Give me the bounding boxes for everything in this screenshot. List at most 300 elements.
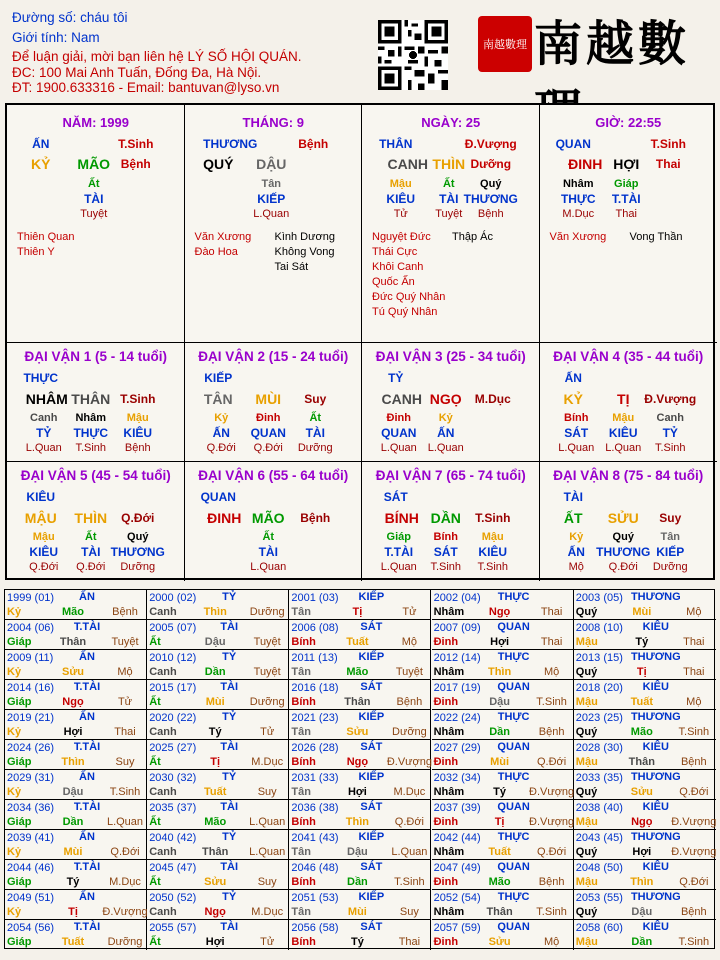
year-phase: Bệnh (680, 906, 707, 918)
year-god: ẤN (79, 831, 95, 843)
year-cell[interactable] (5, 650, 147, 680)
year-cell[interactable] (432, 800, 574, 830)
year-god: QUAN (497, 621, 530, 633)
phone-email: ĐT: 1900.633316 - Email: bantuvan@lyso.vn (12, 80, 280, 95)
decade-hidden-god: QUAN (381, 426, 417, 440)
year-god: QUAN (497, 681, 530, 693)
decade-hidden-god: KIÊU (608, 426, 638, 440)
year-cell[interactable] (5, 800, 147, 830)
year-branch: Sửu (61, 666, 85, 678)
year-branch: Mão (488, 876, 511, 888)
year-label: 2000 (02) (149, 592, 197, 604)
year-label: 2024 (26) (7, 742, 55, 754)
year-cell[interactable] (147, 590, 289, 620)
year-branch: Hợi (490, 636, 510, 648)
year-branch: Dậu (489, 696, 510, 708)
year-label: 2008 (10) (575, 622, 623, 634)
decade-hidden-stem: Quý (127, 531, 149, 543)
year-label: 2022 (24) (433, 712, 481, 724)
year-phase: L.Quan (249, 846, 286, 858)
year-god: T.TÀI (73, 801, 101, 813)
hidden-phase: Tuyệt (435, 208, 463, 220)
decade-branch: TỊ (617, 391, 630, 407)
year-god: T.TÀI (73, 681, 101, 693)
year-god: THỰC (497, 771, 530, 783)
year-label: 2028 (30) (575, 742, 623, 754)
year-label: 2033 (35) (575, 772, 623, 784)
pillar-cell (185, 105, 363, 343)
year-stem: Kỷ (7, 666, 22, 678)
year-god: THƯƠNG (630, 771, 681, 783)
decade-hidden-phase: L.Quan (250, 561, 287, 573)
year-label: 2023 (25) (575, 712, 623, 724)
year-cell[interactable] (147, 830, 289, 860)
year-cell[interactable] (432, 650, 574, 680)
pillar-branch-phase: Thai (655, 157, 681, 171)
year-god: THƯƠNG (630, 651, 681, 663)
year-branch: Dần (204, 666, 226, 678)
year-cell[interactable] (5, 710, 147, 740)
year-god: KIẾP (358, 651, 385, 663)
decade-branch: SỬU (607, 510, 639, 526)
decade-god: ẤN (564, 371, 582, 385)
year-cell[interactable] (289, 800, 431, 830)
decade-hidden-phase: L.Quan (380, 442, 417, 454)
decade-branch: NGỌ (429, 391, 462, 407)
year-branch: Tý (493, 786, 507, 798)
year-cell[interactable] (289, 920, 431, 950)
year-branch: Tuất (488, 846, 511, 858)
year-god: TÀI (220, 621, 239, 633)
decade-phase: M.Dục (474, 392, 511, 406)
year-label: 2051 (53) (291, 892, 339, 904)
year-phase: Mộ (686, 606, 702, 618)
year-cell[interactable] (5, 890, 147, 920)
year-cell[interactable] (432, 860, 574, 890)
year-phase: Thai (683, 636, 705, 648)
year-phase: Thai (114, 726, 136, 738)
year-label: 2039 (41) (7, 832, 55, 844)
year-cell[interactable] (574, 920, 716, 950)
year-branch: Mão (630, 726, 653, 738)
year-stem: Mậu (575, 876, 598, 888)
year-label: 2049 (51) (7, 892, 55, 904)
hidden-god: THỰC (560, 192, 596, 206)
year-branch: Sửu (204, 876, 227, 888)
pillar-branch: THÌN (432, 156, 466, 172)
year-branch: Tuất (346, 636, 369, 648)
year-cell[interactable] (5, 740, 147, 770)
year-cell[interactable] (147, 740, 289, 770)
hidden-stem: Tân (261, 178, 282, 190)
year-cell[interactable] (574, 590, 716, 620)
year-cell[interactable] (147, 770, 289, 800)
year-cell[interactable] (147, 800, 289, 830)
year-god: SÁT (360, 801, 383, 813)
year-branch: Thìn (487, 666, 512, 678)
special-star: Đào Hoa (194, 246, 238, 258)
year-stem: Quý (575, 786, 598, 798)
year-cell[interactable] (289, 860, 431, 890)
year-branch: Thìn (345, 816, 369, 828)
decade-cell (185, 462, 363, 581)
year-cell[interactable] (432, 830, 574, 860)
year-branch: Mão (204, 816, 227, 828)
year-phase: Bệnh (538, 726, 565, 738)
decade-hidden-stem: Đinh (386, 412, 411, 424)
pillar-title: NGÀY: 25 (421, 115, 481, 130)
year-phase: T.Sinh (536, 696, 567, 708)
year-cell[interactable] (289, 770, 431, 800)
year-god: THỰC (497, 651, 530, 663)
year-label: 2012 (14) (433, 652, 481, 664)
year-cell[interactable] (289, 830, 431, 860)
year-label: 2003 (05) (575, 592, 623, 604)
chart-name: Đường số: cháu tôi (12, 10, 128, 25)
special-star: Tú Quý Nhân (372, 306, 438, 318)
year-label: 2019 (21) (7, 712, 55, 724)
hidden-phase: Tử (393, 208, 408, 220)
year-phase: Đ.Vượng (671, 846, 717, 858)
year-branch: Sửu (630, 786, 653, 798)
decade-hidden-stem: Mậu (32, 531, 55, 543)
year-cell[interactable] (289, 740, 431, 770)
year-cell[interactable] (289, 710, 431, 740)
decade-cell (7, 462, 185, 581)
year-cell[interactable] (289, 590, 431, 620)
year-branch: Hợi (347, 786, 367, 798)
decade-god: QUAN (200, 490, 236, 504)
year-branch: Sửu (488, 936, 511, 948)
year-phase: Đ.Vượng (529, 816, 575, 828)
decade-cell (540, 343, 718, 462)
hidden-stem: Ất (87, 178, 100, 190)
year-cell[interactable] (147, 920, 289, 950)
year-cell[interactable] (147, 650, 289, 680)
special-star: Khôi Canh (372, 261, 424, 273)
year-cell[interactable] (574, 830, 716, 860)
year-phase: Thai (540, 606, 563, 618)
year-cell[interactable] (147, 710, 289, 740)
year-cell[interactable] (147, 680, 289, 710)
pillar-top-phase: Đ.Vượng (464, 137, 517, 151)
year-god: ẤN (79, 711, 95, 723)
year-cell[interactable] (5, 620, 147, 650)
year-branch: Thân (486, 906, 513, 918)
year-god: SÁT (360, 861, 383, 873)
decade-stem: NHÂM (25, 391, 68, 407)
decade-hidden-phase: T.Sinh (75, 442, 107, 454)
year-label: 2037 (39) (433, 802, 481, 814)
pillar-stem: CANH (387, 156, 428, 172)
year-cell[interactable] (289, 650, 431, 680)
year-phase: T.Sinh (678, 936, 710, 948)
year-phase: Mộ (686, 696, 702, 708)
year-phase: T.Sinh (536, 906, 567, 918)
decade-title: ĐẠI VẬN 5 (45 - 54 tuổi) (20, 468, 171, 483)
decade-hidden-stem: Canh (30, 412, 58, 424)
year-label: 2050 (52) (149, 892, 197, 904)
year-god: TÀI (220, 741, 239, 753)
year-cell[interactable] (289, 620, 431, 650)
pillar-top-phase: T.Sinh (650, 137, 686, 151)
special-star: Văn Xương (194, 231, 252, 243)
year-cell[interactable] (5, 920, 147, 950)
year-god: QUAN (497, 861, 530, 873)
year-label: 2020 (22) (149, 712, 197, 724)
year-stem: Bính (291, 936, 316, 948)
year-phase: Tuyệt (253, 636, 281, 648)
year-cell[interactable] (574, 650, 716, 680)
year-stem: Giáp (7, 756, 32, 768)
year-branch: Tý (66, 876, 80, 888)
decade-hidden-stem: Mậu (612, 412, 635, 424)
hidden-phase: L.Quan (253, 208, 290, 220)
year-god: T.TÀI (73, 621, 101, 633)
year-phase: Suy (257, 876, 277, 888)
year-branch: Hợi (632, 846, 652, 858)
year-god: QUAN (497, 801, 530, 813)
hidden-stem: Quý (480, 178, 502, 190)
pillar-stem-god: QUAN (555, 137, 591, 151)
year-label: 2034 (36) (7, 802, 55, 814)
year-label: 2021 (23) (291, 712, 339, 724)
year-branch: Tị (68, 906, 78, 918)
pillar-cell (7, 105, 185, 343)
year-stem: Kỷ (7, 846, 22, 858)
year-stem: Canh (149, 846, 177, 858)
year-label: 2004 (06) (7, 622, 55, 634)
decade-hidden-stem: Ất (84, 531, 97, 543)
year-branch: Mão (62, 606, 84, 618)
year-phase: Bệnh (680, 756, 707, 768)
year-phase: Suy (257, 786, 277, 798)
year-label: 2052 (54) (433, 892, 481, 904)
year-god: TÀI (220, 921, 239, 933)
year-god: KIÊU (642, 921, 669, 933)
year-branch: Mùi (63, 846, 83, 858)
year-cell[interactable] (574, 890, 716, 920)
year-cell[interactable] (432, 590, 574, 620)
decade-title: ĐẠI VẬN 7 (65 - 74 tuổi) (375, 468, 526, 483)
year-stem: Quý (575, 666, 598, 678)
year-god: KIÊU (642, 801, 669, 813)
decade-hidden-phase: Dưỡng (297, 442, 333, 454)
year-phase: M.Dục (251, 756, 284, 768)
year-branch: Tị (636, 666, 647, 678)
year-phase: Tuyệt (111, 636, 139, 648)
year-cell[interactable] (574, 770, 716, 800)
year-branch: Thân (628, 756, 655, 768)
year-god: TỶ (222, 831, 237, 843)
year-branch: Tị (352, 606, 363, 618)
year-stem: Bính (291, 876, 316, 888)
year-stem: Giáp (7, 816, 32, 828)
special-star: Đức Quý Nhân (372, 291, 446, 303)
year-cell[interactable] (432, 890, 574, 920)
year-cell[interactable] (574, 860, 716, 890)
year-branch: Ngọ (488, 606, 511, 618)
decade-god: TỶ (388, 371, 404, 385)
special-star: Kình Dương (274, 231, 335, 243)
year-cell[interactable] (147, 860, 289, 890)
pillar-stem: ĐINH (568, 156, 603, 172)
year-god: KIẾP (358, 771, 385, 783)
year-branch: Tị (210, 756, 221, 768)
year-cell[interactable] (289, 680, 431, 710)
year-label: 2011 (13) (291, 652, 338, 664)
year-stem: Giáp (7, 696, 32, 708)
year-phase: Tử (117, 696, 133, 708)
year-phase: Q.Đới (536, 756, 567, 768)
pillar-stem-god: THƯƠNG (203, 137, 258, 151)
decade-hidden-phase: Bệnh (124, 442, 151, 454)
year-cell[interactable] (147, 620, 289, 650)
year-cell[interactable] (432, 920, 574, 950)
hidden-stem: Nhâm (562, 178, 594, 190)
year-cell[interactable] (432, 770, 574, 800)
year-god: KIÊU (642, 861, 669, 873)
decade-title: ĐẠI VẬN 6 (55 - 64 tuổi) (198, 468, 349, 483)
year-cell[interactable] (574, 710, 716, 740)
year-label: 2029 (31) (7, 772, 55, 784)
year-phase: Tuyệt (253, 666, 281, 678)
year-label: 2041 (43) (291, 832, 339, 844)
year-stem: Tân (291, 606, 311, 618)
year-cell[interactable] (5, 860, 147, 890)
year-phase: Tử (402, 606, 417, 618)
year-stem: Đinh (433, 756, 459, 768)
year-god: TỶ (222, 711, 237, 723)
year-phase: Tử (260, 726, 275, 738)
year-stem: Tân (291, 726, 311, 738)
four-pillars-grid (5, 103, 715, 580)
decade-hidden-god: ẤN (437, 426, 455, 440)
year-phase: Q.Đới (679, 876, 709, 888)
year-label: 2032 (34) (433, 772, 481, 784)
year-cell[interactable] (5, 830, 147, 860)
year-stem: Bính (291, 636, 316, 648)
year-stem: Mậu (575, 696, 598, 708)
year-branch: Tý (208, 726, 222, 738)
year-stem: Kỷ (7, 726, 22, 738)
year-cell[interactable] (432, 740, 574, 770)
decade-phase: T.Sinh (120, 392, 156, 406)
year-branch: Ngọ (631, 816, 653, 828)
year-cell[interactable] (289, 890, 431, 920)
year-branch: Dậu (631, 906, 653, 918)
year-label: 2026 (28) (291, 742, 339, 754)
year-stem: Canh (149, 666, 177, 678)
year-label: 2040 (42) (149, 832, 197, 844)
year-phase: Dưỡng (249, 696, 285, 708)
address: ĐC: 100 Mai Anh Tuấn, Đống Đa, Hà Nội. (12, 65, 262, 80)
year-branch: Ngọ (62, 696, 84, 708)
year-phase: Suy (115, 756, 135, 768)
year-cell[interactable] (432, 680, 574, 710)
decade-branch: MÃO (251, 510, 285, 526)
decade-hidden-stem: Ất (309, 412, 322, 424)
hidden-stem: Ất (442, 178, 455, 190)
year-label: 2027 (29) (433, 742, 481, 754)
year-label: 2036 (38) (291, 802, 339, 814)
year-cell[interactable] (574, 800, 716, 830)
year-god: TỶ (222, 891, 237, 903)
year-god: ẤN (79, 771, 95, 783)
pillar-cell (362, 105, 540, 343)
year-cell[interactable] (574, 680, 716, 710)
year-cell[interactable] (5, 590, 147, 620)
year-cell[interactable] (147, 890, 289, 920)
year-label: 2048 (50) (575, 862, 623, 874)
year-branch: Thìn (203, 606, 227, 618)
year-cell[interactable] (574, 620, 716, 650)
decade-hidden-god: SÁT (564, 426, 589, 440)
decade-hidden-god: TỶ (662, 426, 678, 440)
year-cell[interactable] (574, 740, 716, 770)
year-label: 2014 (16) (7, 682, 55, 694)
special-star: Thiên Y (17, 246, 55, 258)
year-label: 2002 (04) (433, 592, 481, 604)
year-label: 2030 (32) (149, 772, 197, 784)
year-god: SÁT (360, 681, 383, 693)
decade-phase: Suy (659, 511, 682, 525)
year-stem: Ất (149, 876, 161, 888)
year-phase: T.Sinh (678, 726, 710, 738)
year-branch: Tuất (61, 936, 85, 948)
contact-note: Để luận giải, mời bạn liên hệ LÝ SỐ HỘI QUÁN. (12, 49, 302, 64)
year-stem: Bính (291, 816, 316, 828)
hidden-phase: Bệnh (477, 208, 504, 220)
year-stem: Nhâm (433, 726, 465, 738)
decade-god: SÁT (383, 490, 408, 504)
brand-logo (478, 10, 714, 78)
decade-phase: Đ.Vượng (644, 392, 697, 406)
decade-hidden-phase: T.Sinh (477, 561, 509, 573)
decade-hidden-phase: Dưỡng (652, 561, 688, 573)
year-phase: Q.Đới (679, 786, 709, 798)
decade-hidden-stem: Nhâm (75, 412, 107, 424)
year-label: 2058 (60) (575, 922, 623, 934)
year-label: 2009 (11) (7, 652, 54, 664)
year-phase: Thai (398, 936, 421, 948)
year-cell[interactable] (5, 680, 147, 710)
year-stem: Ất (149, 696, 161, 708)
qr-code[interactable] (378, 20, 448, 90)
year-label: 2016 (18) (291, 682, 339, 694)
year-branch: Dần (489, 726, 510, 738)
special-star: Thập Ác (452, 231, 493, 243)
year-stem: Bính (291, 696, 316, 708)
year-phase: Mộ (401, 636, 418, 648)
pillar-branch: HỢI (613, 156, 640, 172)
year-stem: Kỷ (7, 906, 22, 918)
year-phase: Đ.Vượng (671, 816, 717, 828)
year-stem: Đinh (433, 696, 459, 708)
decade-cell (7, 343, 185, 462)
year-stem: Nhâm (433, 606, 465, 618)
decade-phase: T.Sinh (475, 511, 511, 525)
pillar-top-phase: Bệnh (298, 137, 329, 151)
year-branch: Mùi (205, 696, 225, 708)
decade-cell (362, 462, 540, 581)
gender: Giới tính: Nam (12, 30, 100, 45)
year-cell[interactable] (432, 710, 574, 740)
decade-hidden-god: KIẾP (656, 545, 685, 559)
year-phase: Bệnh (538, 876, 565, 888)
year-cell[interactable] (432, 620, 574, 650)
year-cell[interactable] (5, 770, 147, 800)
